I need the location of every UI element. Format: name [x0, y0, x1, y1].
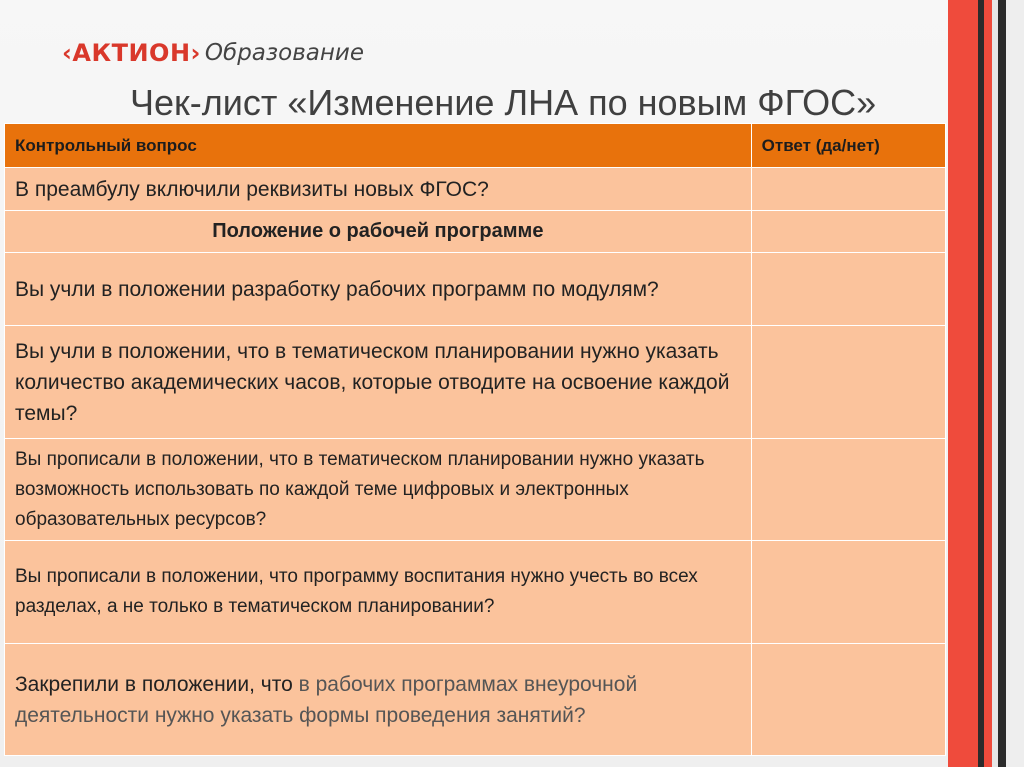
table-row	[5, 644, 946, 756]
answer-cell[interactable]	[751, 326, 945, 439]
question-cell: В преамбулу включили реквизиты новых ФГОС?	[5, 168, 752, 211]
decor-stripe-red	[948, 0, 978, 767]
answer-cell[interactable]	[751, 211, 945, 253]
table-row	[5, 541, 946, 644]
answer-cell[interactable]	[751, 253, 945, 326]
decor-stripe-light	[1006, 0, 1024, 767]
question-text-part2: в рабочих программах внеурочной деятельности нужно указать формы проведения занятий?	[15, 672, 638, 727]
section-heading-cell: Положение о рабочей программе	[5, 211, 752, 253]
question-cell	[5, 644, 752, 756]
logo-brand: ‹АКТИОН›	[62, 39, 201, 67]
answer-cell[interactable]	[751, 439, 945, 541]
table-header-row	[5, 124, 946, 168]
table-row	[5, 439, 946, 541]
table-row	[5, 253, 946, 326]
table-row	[5, 168, 946, 211]
answer-cell[interactable]	[751, 168, 945, 211]
decor-stripe-red-thin	[984, 0, 992, 767]
table-row	[5, 326, 946, 439]
question-cell: Вы учли в положении, что в тематическом планировании нужно указать количество академических часов, которые отводите на освоение каждой темы?	[5, 326, 752, 439]
header-question: Контрольный вопрос	[5, 124, 752, 168]
header-answer: Ответ (да/нет)	[751, 124, 945, 168]
answer-cell[interactable]	[751, 644, 945, 756]
question-cell: Вы прописали в положении, что в тематическом планировании нужно указать возможность использовать по каждой теме цифровых и электронных образовательных ресурсов?	[5, 439, 752, 541]
decor-stripe-dark-thin	[998, 0, 1006, 767]
answer-cell[interactable]	[751, 541, 945, 644]
question-cell: Вы прописали в положении, что программу воспитания нужно учесть во всех разделах, а не только в тематическом планировании?	[5, 541, 752, 644]
question-cell: Вы учли в положении разработку рабочих программ по модулям?	[5, 253, 752, 326]
logo-subtitle: Образование	[204, 40, 364, 66]
aktion-logo	[62, 36, 364, 70]
question-text-part1: Закрепили в положении, что	[15, 672, 299, 696]
table-section-row	[5, 211, 946, 253]
page-title: Чек-лист «Изменение ЛНА по новым ФГОС»	[130, 82, 877, 123]
checklist-table	[4, 123, 946, 756]
